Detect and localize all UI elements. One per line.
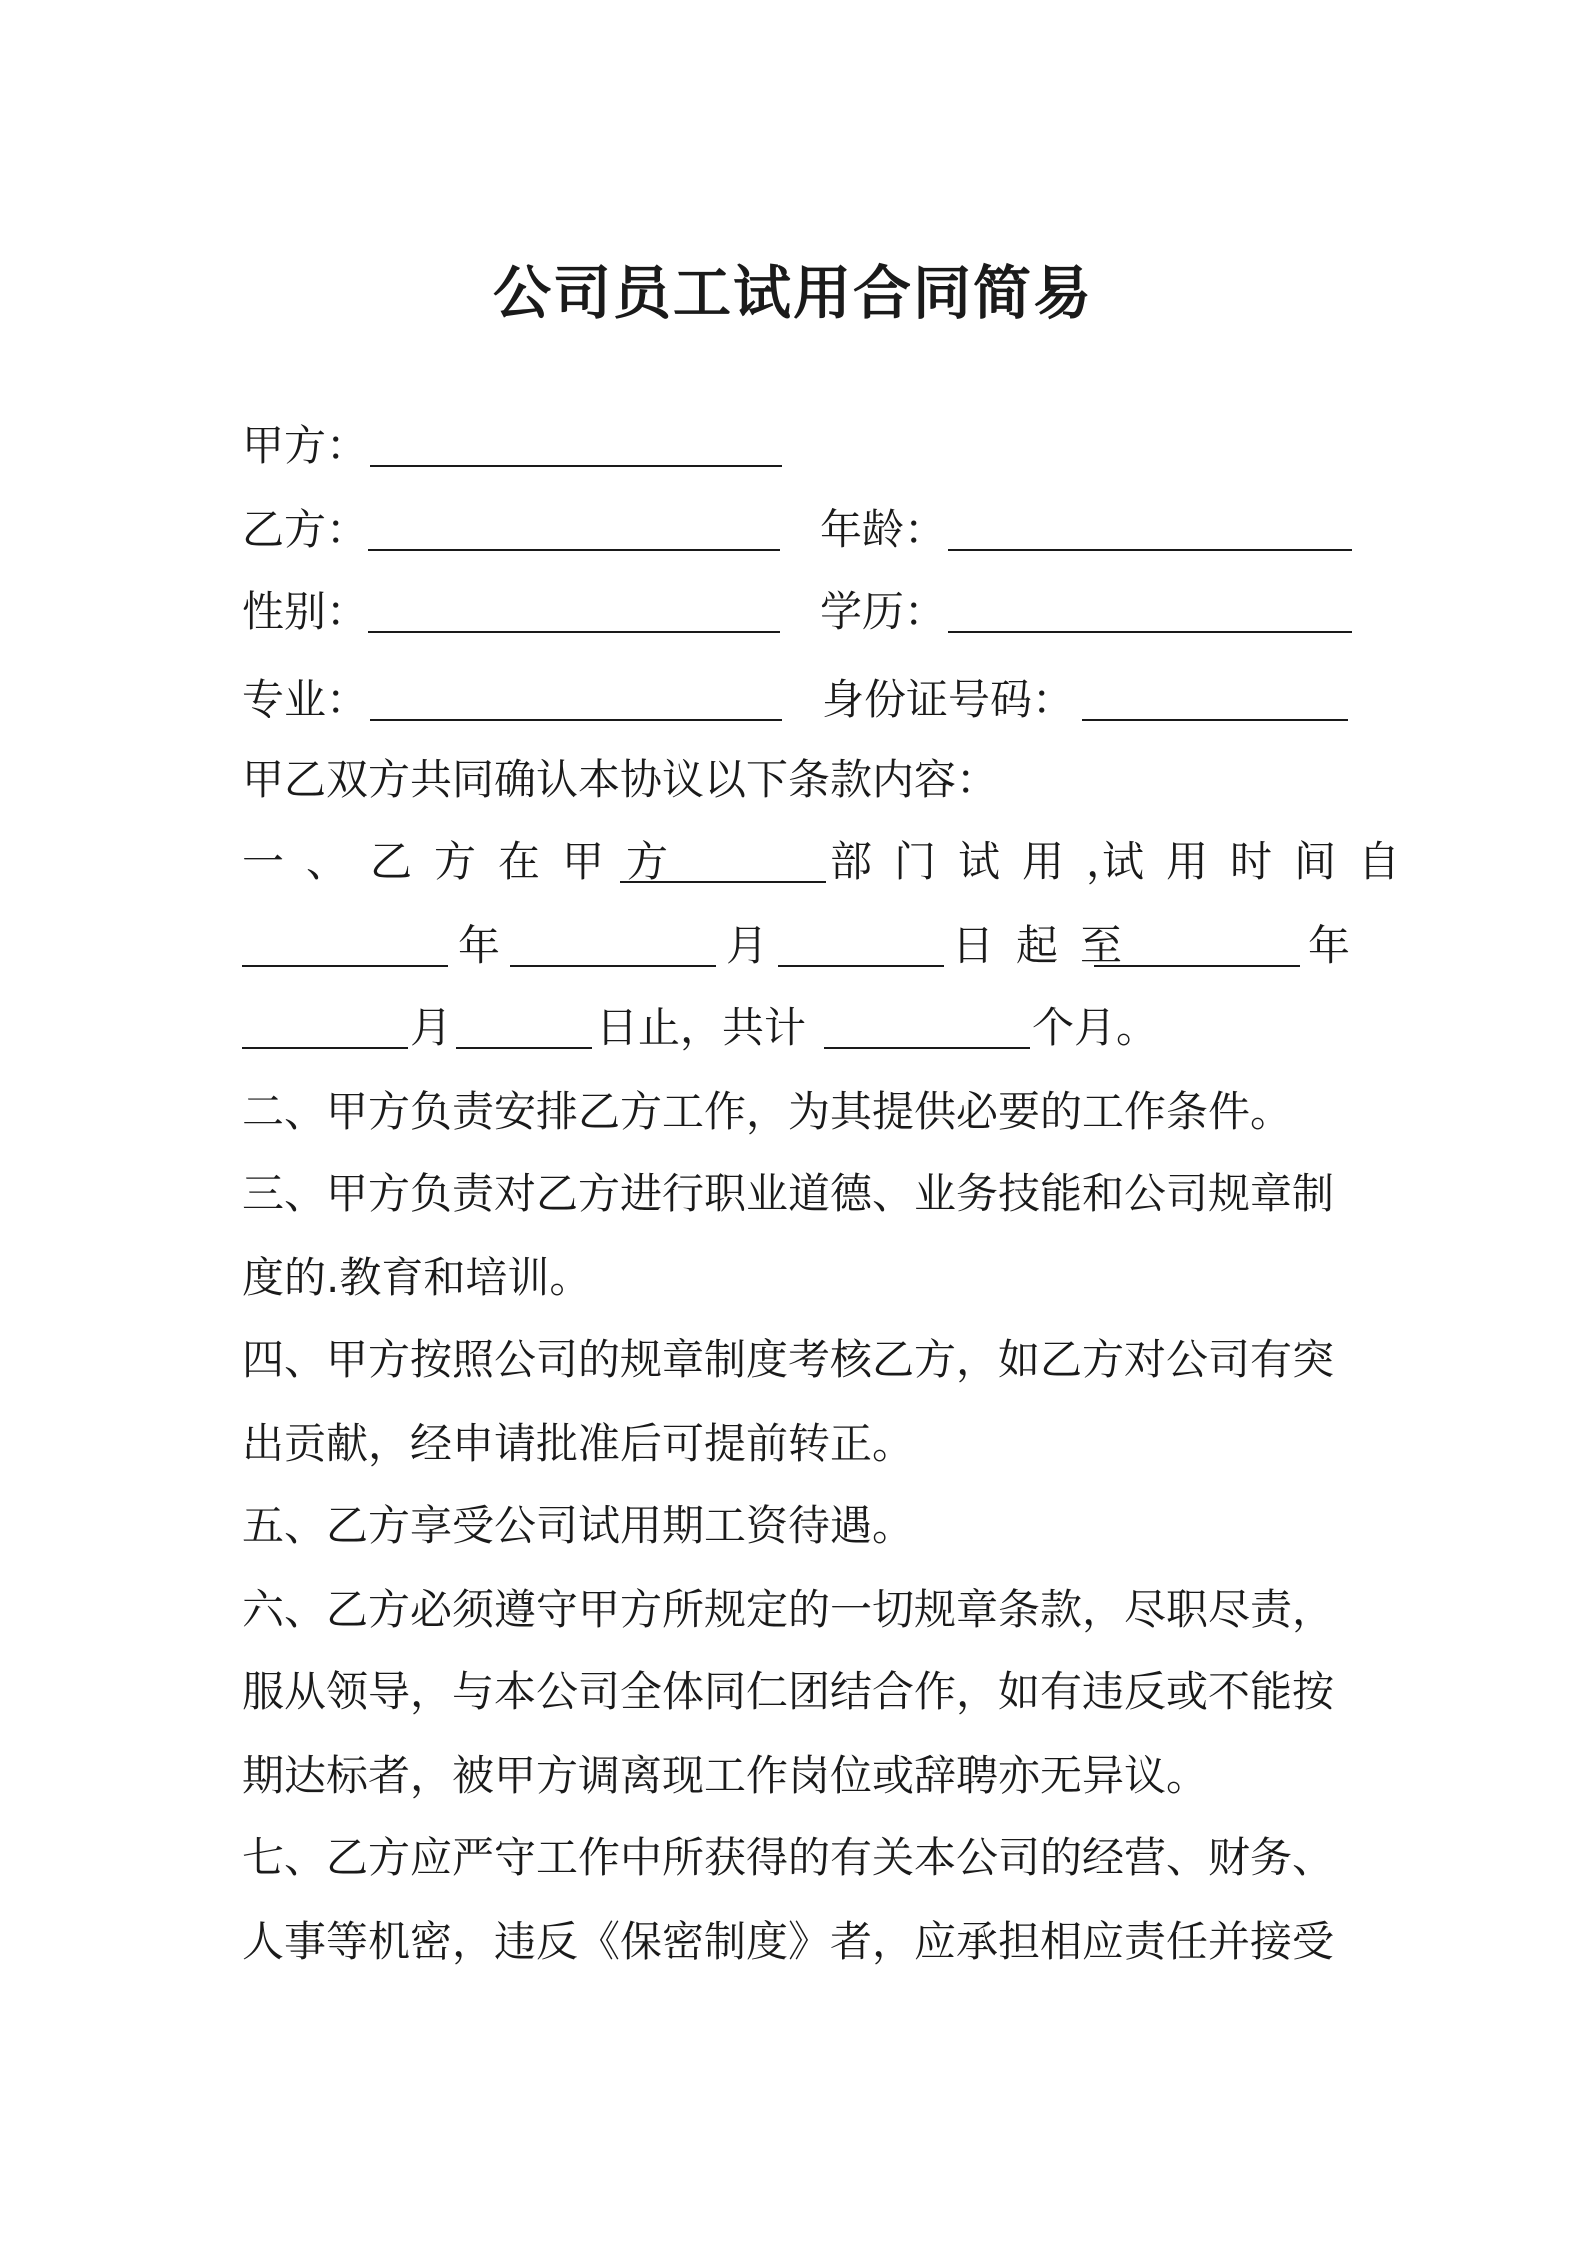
party-a-blank[interactable] (370, 465, 782, 467)
id-number-label: 身份证号码： (822, 675, 1075, 724)
clause-4-text-1: 四、甲方按照公司的规章制度考核乙方，如乙方对公司有突 (242, 1335, 1335, 1384)
clause-1-day-from-to: 日起至 (952, 921, 1145, 970)
major-label: 专业： (242, 675, 369, 724)
clause-1-dept-trial: 部门试用， (830, 837, 1151, 886)
total-months-blank[interactable] (824, 1047, 1030, 1049)
clause-3-text-1: 三、甲方负责对乙方进行职业道德、业务技能和公司规章制 (242, 1169, 1335, 1218)
clause-6-line-3 (242, 1748, 1352, 1804)
clause-4-line-1 (242, 1332, 1352, 1388)
clause-6-text-2: 服从领导，与本公司全体同仁团结合作，如有违反或不能按 (242, 1667, 1335, 1716)
end-month-blank[interactable] (242, 1047, 408, 1049)
clause-1-month-2: 月 (410, 1003, 453, 1052)
end-year-blank[interactable] (1094, 965, 1300, 967)
clause-6-text-1: 六、乙方必须遵守甲方所规定的一切规章条款，尽职尽责， (242, 1585, 1335, 1634)
party-b-blank[interactable] (368, 549, 780, 551)
gender-label: 性别： (242, 587, 369, 636)
party-a-label: 甲方： (242, 421, 369, 470)
party-a-row (242, 418, 1352, 474)
end-day-blank[interactable] (456, 1047, 592, 1049)
id-number-blank[interactable] (1082, 719, 1348, 721)
clause-7-text-1: 七、乙方应严守工作中所获得的有关本公司的经营、财务、 (242, 1833, 1335, 1882)
party-b-label: 乙方： (242, 505, 369, 554)
gender-education-row (242, 584, 1352, 640)
clause-3-line-1 (242, 1166, 1352, 1222)
clause-1-months: 个月。 (1032, 1003, 1159, 1052)
clause-4-text-2: 出贡献，经申请批准后可提前转正。 (242, 1419, 915, 1468)
clause-1-year-2: 年 (1308, 921, 1351, 970)
clause-7-line-2 (242, 1914, 1352, 1970)
gender-blank[interactable] (368, 631, 780, 633)
start-month-blank[interactable] (510, 965, 716, 967)
document-title: 公司员工试用合同简易 (492, 259, 1093, 327)
clause-6-line-2 (242, 1664, 1352, 1720)
clause-2-text: 二、甲方负责安排乙方工作，为其提供必要的工作条件。 (242, 1087, 1293, 1136)
intro-line (242, 752, 1352, 808)
clause-7-line-1 (242, 1830, 1352, 1886)
clause-1-line-2 (242, 918, 1352, 974)
age-blank[interactable] (948, 549, 1352, 551)
clause-7-text-2: 人事等机密，违反《保密制度》者，应承担相应责任并接受 (242, 1917, 1335, 1966)
clause-1-line-3 (242, 1000, 1352, 1056)
clause-3-line-2 (242, 1250, 1352, 1306)
clause-2-line (242, 1084, 1352, 1140)
clause-6-text-3: 期达标者，被甲方调离现工作岗位或辞聘亦无异议。 (242, 1751, 1209, 1800)
education-blank[interactable] (948, 631, 1352, 633)
clause-1-line-1 (242, 834, 1423, 890)
intro-text: 甲乙双方共同确认本协议以下条款内容： (242, 755, 999, 804)
clause-1-month-1: 月 (726, 921, 769, 970)
start-day-blank[interactable] (778, 965, 944, 967)
clause-5-text: 五、乙方享受公司试用期工资待遇。 (242, 1501, 915, 1550)
age-label: 年龄： (820, 505, 947, 554)
clause-3-text-2: 度的.教育和培训。 (242, 1253, 592, 1302)
clause-1-lead: 一、乙方在甲方 (242, 837, 691, 886)
clause-1-year-1: 年 (458, 921, 501, 970)
clause-6-line-1 (242, 1582, 1352, 1638)
major-id-row (242, 672, 1352, 728)
major-blank[interactable] (370, 719, 782, 721)
start-year-blank[interactable] (242, 965, 448, 967)
clause-1-trial-time: 试用时间自 (1102, 837, 1423, 886)
education-label: 学历： (820, 587, 947, 636)
clause-1-day-end-total: 日止，共计 (596, 1003, 807, 1052)
department-blank[interactable] (620, 881, 826, 883)
clause-5-line (242, 1498, 1352, 1554)
clause-4-line-2 (242, 1416, 1352, 1472)
party-b-age-row (242, 502, 1352, 558)
